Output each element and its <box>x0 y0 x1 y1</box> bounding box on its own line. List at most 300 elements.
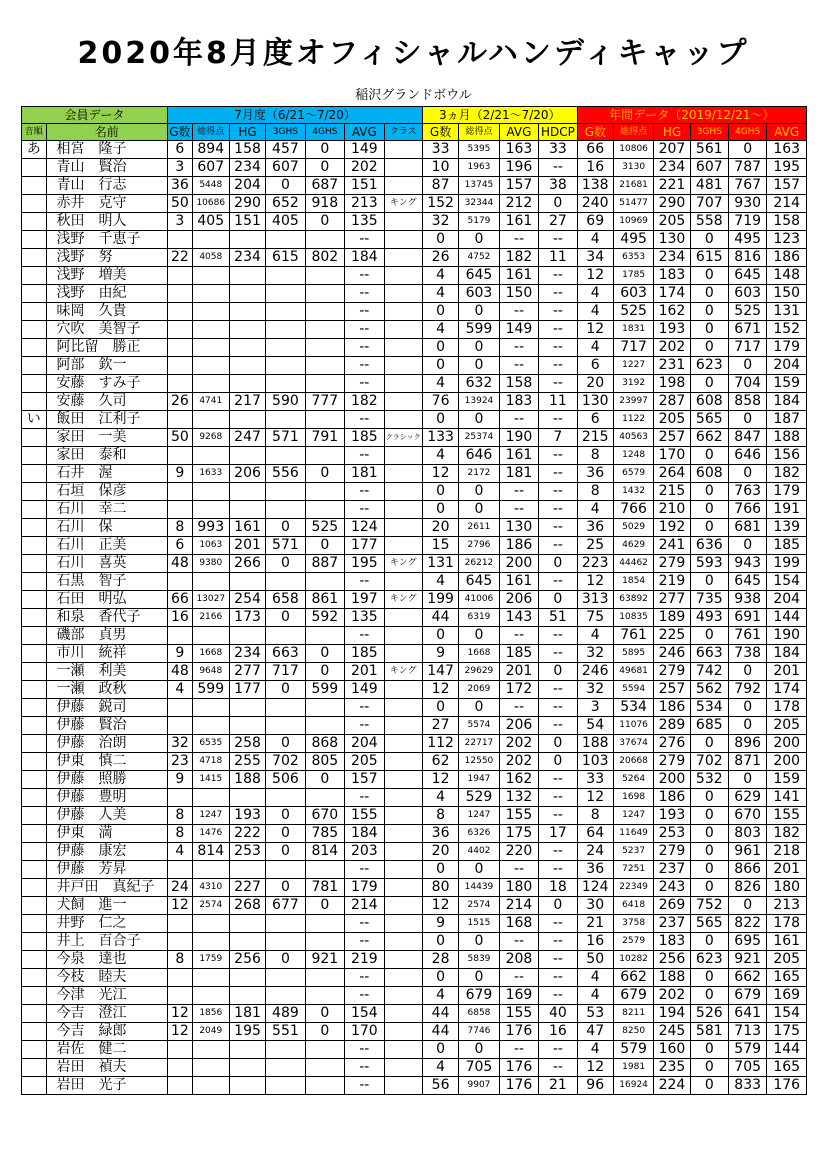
cell-july-games <box>168 267 193 285</box>
cell-3m-games: 9 <box>422 645 458 663</box>
cell-july-avg: -- <box>345 861 384 879</box>
cell-annual-total: 1227 <box>613 357 654 375</box>
cell-annual-avg: 179 <box>767 339 807 357</box>
cell-3m-hdcp: -- <box>539 267 577 285</box>
cell-july-hg <box>229 411 265 429</box>
cell-july-4ghs <box>305 267 344 285</box>
cell-index <box>22 177 47 195</box>
cell-3m-games: 26 <box>422 249 458 267</box>
cell-3m-hdcp: 0 <box>539 897 577 915</box>
cell-july-class <box>384 951 422 969</box>
cell-july-4ghs <box>305 321 344 339</box>
cell-july-total: 1415 <box>192 771 229 789</box>
cell-july-hg: 181 <box>229 1005 265 1023</box>
cell-3m-total: 41006 <box>459 591 500 609</box>
cell-july-4ghs <box>305 1059 344 1077</box>
cell-3m-hdcp: -- <box>539 843 577 861</box>
cell-3m-hdcp: -- <box>539 483 577 501</box>
cell-annual-3ghs: 615 <box>690 249 728 267</box>
cell-annual-3ghs: 534 <box>690 699 728 717</box>
cell-july-hg <box>229 573 265 591</box>
cell-3m-games: 36 <box>422 825 458 843</box>
cell-annual-total: 1698 <box>613 789 654 807</box>
cell-3m-games: 28 <box>422 951 458 969</box>
cell-index <box>22 339 47 357</box>
cell-3m-total: 5179 <box>459 213 500 231</box>
cell-annual-4ghs: 579 <box>728 1041 766 1059</box>
cell-annual-games: 75 <box>577 609 613 627</box>
cell-july-3ghs <box>266 375 305 393</box>
table-row <box>22 1041 807 1059</box>
cell-july-hg: 151 <box>229 213 265 231</box>
cell-july-hg: 222 <box>229 825 265 843</box>
cell-july-3ghs: 489 <box>266 1005 305 1023</box>
cell-annual-games: 20 <box>577 375 613 393</box>
cell-july-avg: -- <box>345 915 384 933</box>
cell-index <box>22 501 47 519</box>
cell-july-hg: 177 <box>229 681 265 699</box>
cell-annual-games: 8 <box>577 447 613 465</box>
cell-name: 今吉 澄江 <box>46 1005 168 1023</box>
cell-3m-hdcp: 18 <box>539 879 577 897</box>
cell-annual-3ghs: 623 <box>690 951 728 969</box>
cell-annual-games: 4 <box>577 627 613 645</box>
cell-3m-hdcp: -- <box>539 501 577 519</box>
cell-july-4ghs <box>305 483 344 501</box>
cell-july-total <box>192 231 229 249</box>
cell-3m-avg: -- <box>499 699 538 717</box>
cell-3m-hdcp: 0 <box>539 555 577 573</box>
cell-annual-hg: 237 <box>654 861 690 879</box>
cell-july-class <box>384 465 422 483</box>
cell-name: 安藤 久司 <box>46 393 168 411</box>
cell-annual-4ghs: 787 <box>728 159 766 177</box>
cell-july-3ghs: 0 <box>266 519 305 537</box>
cell-july-class <box>384 699 422 717</box>
cell-july-3ghs: 0 <box>266 951 305 969</box>
cell-july-class <box>384 501 422 519</box>
cell-3m-games: 4 <box>422 987 458 1005</box>
cell-index: い <box>22 411 47 429</box>
cell-july-4ghs <box>305 231 344 249</box>
cell-july-class <box>384 843 422 861</box>
cell-annual-games: 4 <box>577 303 613 321</box>
cell-index: あ <box>22 141 47 159</box>
cell-annual-4ghs: 816 <box>728 249 766 267</box>
cell-3m-games: 4 <box>422 789 458 807</box>
cell-3m-games: 0 <box>422 627 458 645</box>
cell-index <box>22 465 47 483</box>
cell-july-class <box>384 789 422 807</box>
cell-annual-3ghs: 702 <box>690 753 728 771</box>
cell-july-3ghs <box>266 501 305 519</box>
cell-july-hg <box>229 285 265 303</box>
cell-3m-games: 56 <box>422 1077 458 1095</box>
cell-index <box>22 1005 47 1023</box>
cell-july-games <box>168 339 193 357</box>
cell-july-4ghs <box>305 357 344 375</box>
cell-3m-hdcp: 0 <box>539 195 577 213</box>
cell-july-4ghs: 0 <box>305 663 344 681</box>
table-row <box>22 843 807 861</box>
cell-july-class: キング <box>384 663 422 681</box>
cell-july-games <box>168 1077 193 1095</box>
cell-3m-avg: 162 <box>499 771 538 789</box>
cell-annual-3ghs: 0 <box>690 1059 728 1077</box>
cell-annual-hg: 162 <box>654 303 690 321</box>
cell-annual-games: 6 <box>577 357 613 375</box>
cell-annual-hg: 183 <box>654 267 690 285</box>
cell-annual-total: 10806 <box>613 141 654 159</box>
col-july-3ghs: 3GHS <box>266 124 305 141</box>
cell-july-4ghs: 0 <box>305 213 344 231</box>
cell-july-class <box>384 933 422 951</box>
cell-3m-total: 12550 <box>459 753 500 771</box>
cell-annual-total: 11076 <box>613 717 654 735</box>
cell-3m-total: 0 <box>459 861 500 879</box>
cell-index <box>22 285 47 303</box>
cell-index <box>22 483 47 501</box>
cell-july-class <box>384 771 422 789</box>
cell-july-class <box>384 249 422 267</box>
cell-july-hg <box>229 627 265 645</box>
cell-annual-hg: 225 <box>654 627 690 645</box>
cell-annual-4ghs: 826 <box>728 879 766 897</box>
member-rows <box>22 141 807 1095</box>
cell-july-4ghs <box>305 339 344 357</box>
cell-3m-games: 4 <box>422 321 458 339</box>
cell-annual-hg: 279 <box>654 555 690 573</box>
table-row <box>22 177 807 195</box>
cell-annual-4ghs: 719 <box>728 213 766 231</box>
cell-july-class <box>384 1059 422 1077</box>
cell-annual-3ghs: 565 <box>690 915 728 933</box>
cell-july-hg: 256 <box>229 951 265 969</box>
cell-july-avg: 204 <box>345 735 384 753</box>
cell-annual-4ghs: 0 <box>728 897 766 915</box>
cell-annual-games: 32 <box>577 681 613 699</box>
cell-name: 家田 一美 <box>46 429 168 447</box>
cell-july-total: 2049 <box>192 1023 229 1041</box>
cell-july-games: 23 <box>168 753 193 771</box>
cell-3m-avg: 143 <box>499 609 538 627</box>
cell-annual-total: 6418 <box>613 897 654 915</box>
table-row <box>22 807 807 825</box>
cell-3m-avg: -- <box>499 861 538 879</box>
table-row <box>22 969 807 987</box>
table-row <box>22 645 807 663</box>
cell-july-total <box>192 573 229 591</box>
cell-3m-total: 0 <box>459 303 500 321</box>
cell-annual-games: 12 <box>577 1059 613 1077</box>
cell-july-3ghs: 717 <box>266 663 305 681</box>
col-3m-total: 総得点 <box>459 124 500 141</box>
cell-annual-3ghs: 742 <box>690 663 728 681</box>
cell-annual-3ghs: 636 <box>690 537 728 555</box>
cell-annual-4ghs: 705 <box>728 1059 766 1077</box>
cell-july-class <box>384 897 422 915</box>
cell-3m-games: 12 <box>422 681 458 699</box>
cell-july-3ghs <box>266 483 305 501</box>
july-header: 7月度（6/21～7/20） <box>168 107 423 124</box>
cell-name: 家田 泰和 <box>46 447 168 465</box>
cell-annual-hg: 253 <box>654 825 690 843</box>
cell-annual-total: 21681 <box>613 177 654 195</box>
cell-july-total <box>192 627 229 645</box>
cell-july-games: 4 <box>168 843 193 861</box>
cell-july-3ghs <box>266 231 305 249</box>
cell-3m-hdcp: -- <box>539 1059 577 1077</box>
cell-annual-3ghs: 0 <box>690 807 728 825</box>
cell-july-hg <box>229 267 265 285</box>
cell-3m-total: 705 <box>459 1059 500 1077</box>
cell-annual-4ghs: 0 <box>728 717 766 735</box>
cell-july-games: 9 <box>168 771 193 789</box>
cell-july-avg: 170 <box>345 1023 384 1041</box>
cell-annual-4ghs: 713 <box>728 1023 766 1041</box>
cell-july-class <box>384 627 422 645</box>
cell-july-4ghs <box>305 717 344 735</box>
cell-annual-total: 603 <box>613 285 654 303</box>
cell-annual-hg: 279 <box>654 843 690 861</box>
cell-annual-4ghs: 847 <box>728 429 766 447</box>
col-july-class: クラス <box>384 124 422 141</box>
cell-annual-hg: 210 <box>654 501 690 519</box>
cell-3m-hdcp: -- <box>539 447 577 465</box>
cell-3m-games: 4 <box>422 267 458 285</box>
cell-annual-hg: 198 <box>654 375 690 393</box>
cell-annual-games: 54 <box>577 717 613 735</box>
cell-3m-total: 0 <box>459 1041 500 1059</box>
cell-3m-total: 0 <box>459 231 500 249</box>
cell-annual-total: 3130 <box>613 159 654 177</box>
cell-annual-total: 717 <box>613 339 654 357</box>
cell-name: 伊藤 照勝 <box>46 771 168 789</box>
cell-3m-total: 1668 <box>459 645 500 663</box>
cell-name: 一瀬 利美 <box>46 663 168 681</box>
cell-3m-avg: 182 <box>499 249 538 267</box>
cell-3m-total: 5574 <box>459 717 500 735</box>
cell-3m-total: 13745 <box>459 177 500 195</box>
cell-annual-3ghs: 662 <box>690 429 728 447</box>
cell-name: 岩田 光子 <box>46 1077 168 1095</box>
cell-july-4ghs: 785 <box>305 825 344 843</box>
cell-annual-4ghs: 896 <box>728 735 766 753</box>
cell-annual-4ghs: 645 <box>728 267 766 285</box>
cell-3m-avg: -- <box>499 231 538 249</box>
cell-annual-3ghs: 735 <box>690 591 728 609</box>
cell-july-class <box>384 1023 422 1041</box>
table-row <box>22 267 807 285</box>
table-row <box>22 789 807 807</box>
cell-3m-games: 0 <box>422 501 458 519</box>
cell-july-3ghs <box>266 987 305 1005</box>
cell-july-games <box>168 357 193 375</box>
cell-july-avg: -- <box>345 339 384 357</box>
cell-3m-total: 0 <box>459 699 500 717</box>
cell-annual-3ghs: 0 <box>690 267 728 285</box>
table-row <box>22 231 807 249</box>
table-row <box>22 357 807 375</box>
cell-annual-4ghs: 767 <box>728 177 766 195</box>
cell-annual-avg: 174 <box>767 681 807 699</box>
cell-index <box>22 213 47 231</box>
table-row <box>22 501 807 519</box>
cell-annual-3ghs: 0 <box>690 825 728 843</box>
cell-annual-4ghs: 738 <box>728 645 766 663</box>
cell-annual-4ghs: 822 <box>728 915 766 933</box>
cell-july-avg: 177 <box>345 537 384 555</box>
cell-july-hg: 253 <box>229 843 265 861</box>
cell-annual-total: 4629 <box>613 537 654 555</box>
cell-annual-4ghs: 792 <box>728 681 766 699</box>
cell-annual-hg: 174 <box>654 285 690 303</box>
cell-name: 今泉 達也 <box>46 951 168 969</box>
cell-index <box>22 771 47 789</box>
table-row <box>22 699 807 717</box>
cell-july-avg: 214 <box>345 897 384 915</box>
cell-3m-games: 0 <box>422 933 458 951</box>
cell-name: 石川 正美 <box>46 537 168 555</box>
cell-annual-hg: 224 <box>654 1077 690 1095</box>
cell-name: 石川 喜英 <box>46 555 168 573</box>
cell-annual-avg: 154 <box>767 1005 807 1023</box>
cell-july-total <box>192 1077 229 1095</box>
cell-july-4ghs: 861 <box>305 591 344 609</box>
cell-july-avg: 184 <box>345 249 384 267</box>
cell-july-4ghs: 0 <box>305 141 344 159</box>
cell-name: 相宮 隆子 <box>46 141 168 159</box>
cell-annual-total: 3192 <box>613 375 654 393</box>
cell-annual-games: 4 <box>577 231 613 249</box>
cell-july-total <box>192 321 229 339</box>
cell-july-avg: -- <box>345 1077 384 1095</box>
cell-name: 石黒 智子 <box>46 573 168 591</box>
cell-annual-games: 124 <box>577 879 613 897</box>
cell-3m-games: 152 <box>422 195 458 213</box>
cell-index <box>22 375 47 393</box>
cell-annual-4ghs: 0 <box>728 771 766 789</box>
cell-name: 伊藤 鋭司 <box>46 699 168 717</box>
cell-3m-hdcp: -- <box>539 339 577 357</box>
cell-3m-games: 44 <box>422 1005 458 1023</box>
cell-name: 岩田 禎夫 <box>46 1059 168 1077</box>
cell-july-class <box>384 411 422 429</box>
cell-3m-hdcp: 33 <box>539 141 577 159</box>
cell-july-class <box>384 645 422 663</box>
cell-annual-3ghs: 607 <box>690 159 728 177</box>
cell-3m-total: 9907 <box>459 1077 500 1095</box>
cell-july-avg: 157 <box>345 771 384 789</box>
col-annual-3ghs: 3GHS <box>690 124 728 141</box>
table-row <box>22 537 807 555</box>
cell-3m-total: 679 <box>459 987 500 1005</box>
cell-annual-4ghs: 704 <box>728 375 766 393</box>
cell-july-total: 2166 <box>192 609 229 627</box>
cell-3m-hdcp: 27 <box>539 213 577 231</box>
cell-name: 石田 明弘 <box>46 591 168 609</box>
cell-annual-avg: 150 <box>767 285 807 303</box>
cell-3m-games: 80 <box>422 879 458 897</box>
cell-july-class <box>384 573 422 591</box>
cell-july-3ghs: 0 <box>266 735 305 753</box>
cell-july-avg: 219 <box>345 951 384 969</box>
cell-july-3ghs: 652 <box>266 195 305 213</box>
cell-july-hg: 204 <box>229 177 265 195</box>
cell-3m-total: 25374 <box>459 429 500 447</box>
cell-july-total <box>192 447 229 465</box>
cell-name: 石川 保 <box>46 519 168 537</box>
cell-3m-avg: 155 <box>499 1005 538 1023</box>
cell-name: 一瀬 政秋 <box>46 681 168 699</box>
cell-july-avg: -- <box>345 573 384 591</box>
cell-july-games <box>168 1041 193 1059</box>
cell-3m-avg: 202 <box>499 753 538 771</box>
cell-annual-4ghs: 938 <box>728 591 766 609</box>
cell-3m-hdcp: -- <box>539 969 577 987</box>
cell-annual-3ghs: 593 <box>690 555 728 573</box>
cell-annual-3ghs: 0 <box>690 303 728 321</box>
cell-july-avg: 201 <box>345 663 384 681</box>
cell-name: 石井 渥 <box>46 465 168 483</box>
cell-july-hg <box>229 1041 265 1059</box>
table-row <box>22 825 807 843</box>
cell-july-total: 6535 <box>192 735 229 753</box>
cell-annual-4ghs: 695 <box>728 933 766 951</box>
cell-july-avg: 124 <box>345 519 384 537</box>
cell-july-total <box>192 303 229 321</box>
cell-july-class <box>384 213 422 231</box>
cell-july-4ghs: 0 <box>305 537 344 555</box>
cell-3m-hdcp: -- <box>539 321 577 339</box>
cell-annual-avg: 141 <box>767 789 807 807</box>
cell-july-hg: 268 <box>229 897 265 915</box>
cell-annual-hg: 221 <box>654 177 690 195</box>
cell-annual-games: 16 <box>577 933 613 951</box>
cell-annual-3ghs: 562 <box>690 681 728 699</box>
cell-july-games <box>168 627 193 645</box>
cell-3m-avg: 158 <box>499 375 538 393</box>
cell-annual-total: 761 <box>613 627 654 645</box>
cell-july-3ghs <box>266 915 305 933</box>
cell-annual-total: 37674 <box>613 735 654 753</box>
cell-july-games: 3 <box>168 213 193 231</box>
cell-july-total: 10686 <box>192 195 229 213</box>
cell-3m-avg: 180 <box>499 879 538 897</box>
cell-july-hg <box>229 969 265 987</box>
cell-3m-games: 131 <box>422 555 458 573</box>
cell-3m-avg: 200 <box>499 555 538 573</box>
cell-july-total <box>192 987 229 1005</box>
cell-3m-total: 2069 <box>459 681 500 699</box>
cell-3m-total: 2574 <box>459 897 500 915</box>
cell-annual-hg: 269 <box>654 897 690 915</box>
cell-july-hg <box>229 501 265 519</box>
cell-july-class <box>384 285 422 303</box>
cell-annual-4ghs: 662 <box>728 969 766 987</box>
cell-annual-total: 5029 <box>613 519 654 537</box>
cell-july-3ghs: 0 <box>266 555 305 573</box>
cell-annual-avg: 178 <box>767 699 807 717</box>
annual-header: 年間データ（2019/12/21～） <box>577 107 806 124</box>
cell-annual-games: 313 <box>577 591 613 609</box>
cell-july-4ghs: 887 <box>305 555 344 573</box>
cell-annual-avg: 201 <box>767 861 807 879</box>
table-row <box>22 429 807 447</box>
cell-july-total: 1476 <box>192 825 229 843</box>
cell-july-4ghs: 802 <box>305 249 344 267</box>
cell-annual-hg: 194 <box>654 1005 690 1023</box>
